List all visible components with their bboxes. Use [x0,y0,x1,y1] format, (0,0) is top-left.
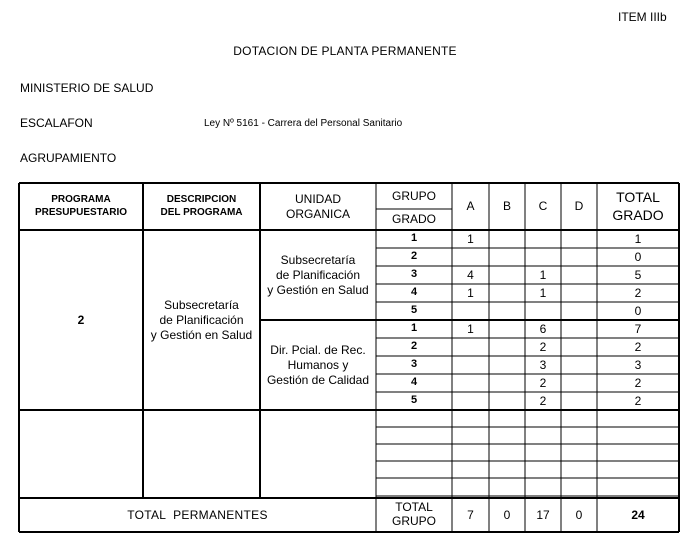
value-b [489,248,525,266]
total-grado-value: 0 [634,303,642,318]
total-d: 0 [575,507,583,522]
value-d [561,356,597,374]
value-a [452,338,489,356]
value-c: 6 [539,321,547,336]
value-a: 1 [467,285,474,300]
value-c: 1 [539,267,547,282]
total-grado-value: 2 [634,339,642,354]
total-permanentes-label: TOTAL PERMANENTES [127,507,268,522]
value-d [561,266,597,284]
unidad-organica-name: Subsecretaría de Planificación y Gestión en Salud [267,252,369,297]
escalafon-value: Ley Nº 5161 - Carrera del Personal Sanitario [204,118,403,129]
value-a [452,356,489,374]
value-d [561,230,597,248]
value-c: 2 [539,393,547,408]
value-b [489,266,525,284]
value-d [561,392,597,410]
total-grupo-label: TOTAL GRUPO [391,500,436,528]
header-c: C [538,199,548,213]
total-grado-value: 2 [634,393,642,408]
value-c: 3 [539,357,547,372]
grado-value: 3 [410,358,418,371]
value-d [561,338,597,356]
header-d: D [574,199,584,213]
grado-value: 2 [410,340,418,353]
total-grado-value: 2 [634,285,642,300]
value-c: 2 [539,375,547,390]
value-a [452,302,489,320]
value-a: 1 [467,321,474,336]
total-c: 17 [536,507,550,522]
agrupamiento-label: AGRUPAMIENTO [20,151,117,165]
total-grado-value: 2 [634,375,642,390]
value-c [525,302,561,320]
header-grupo: GRUPO [391,188,436,203]
grado-value: 5 [410,304,418,317]
grado-value: 3 [410,268,418,281]
value-a [452,248,489,266]
grado-value: 1 [410,232,418,245]
programa-value: 2 [77,312,85,327]
header-a: A [466,199,475,213]
value-d [561,302,597,320]
total-grado-value: 5 [634,267,642,282]
descripcion-value: Subsecretaría de Planificación y Gestión en Salud [150,297,253,342]
header-grado: GRADO [391,212,436,226]
grado-value: 4 [410,376,418,389]
grado-value: 1 [410,322,418,335]
grado-value: 4 [410,286,418,299]
value-b [489,230,525,248]
value-a: 4 [467,267,474,282]
header-unidad: UNIDAD ORGANICA [285,191,350,221]
value-c: 2 [539,339,547,354]
value-b [489,374,525,392]
ministerio-label: MINISTERIO DE SALUD [20,81,154,95]
unidad-organica-name: Dir. Pcial. de Rec. Humanos y Gestión de Calidad [266,342,370,387]
value-a [452,374,489,392]
total-grado-value: 0 [634,249,642,264]
header-total-grado: TOTAL GRADO [612,189,664,223]
value-d [561,248,597,266]
total-a: 7 [467,507,474,522]
value-b [489,356,525,374]
value-b [489,338,525,356]
item-label: ITEM IIIb [618,10,667,24]
document-title: DOTACION DE PLANTA PERMANENTE [233,44,457,58]
value-c [525,230,561,248]
value-a [452,392,489,410]
grado-value: 2 [410,250,418,263]
header-b: B [502,199,511,213]
value-b [489,320,525,338]
total-grado-value: 3 [634,357,642,372]
grado-value: 5 [410,394,418,407]
header-programa: PROGRAMA PRESUPUESTARIO [34,194,128,218]
value-d [561,284,597,302]
value-d [561,374,597,392]
value-b [489,302,525,320]
value-a: 1 [467,231,474,246]
total-grado-value: 1 [634,231,642,246]
header-descripcion: DESCRIPCION DEL PROGRAMA [160,194,243,218]
total-b: 0 [503,507,511,522]
total-grado-value: 7 [634,321,642,336]
total-general: 24 [631,507,645,522]
value-b [489,284,525,302]
value-c [525,248,561,266]
value-b [489,392,525,410]
value-c: 1 [539,285,547,300]
value-d [561,320,597,338]
escalafon-label: ESCALAFON [20,116,93,130]
